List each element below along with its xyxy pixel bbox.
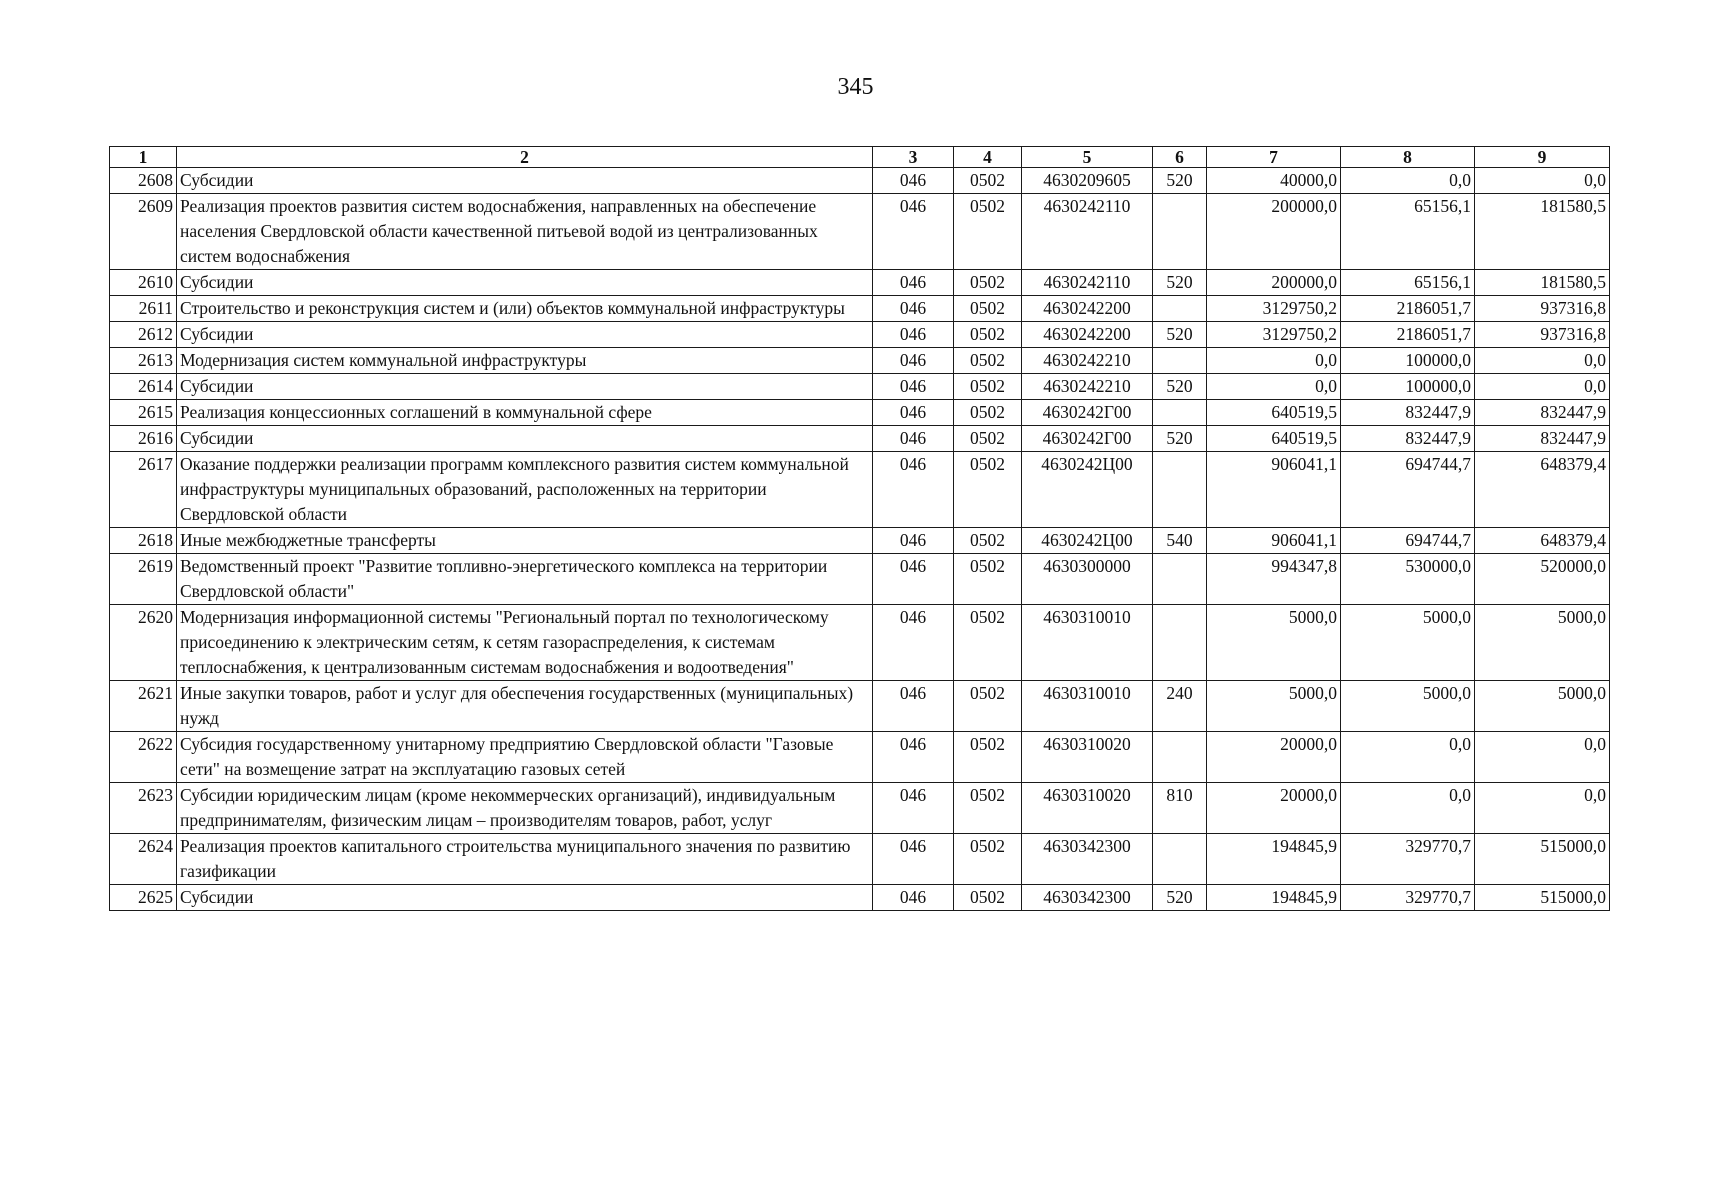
amount-col7: 3129750,2: [1207, 296, 1341, 322]
column-header: 4: [954, 147, 1022, 168]
code-section: 0502: [954, 374, 1022, 400]
item-name: Ведомственный проект "Развитие топливно-энергетического комплекса на территории Свердловской области": [177, 554, 873, 605]
code-section: 0502: [954, 400, 1022, 426]
row-number: 2614: [110, 374, 177, 400]
row-number: 2613: [110, 348, 177, 374]
amount-col9: 0,0: [1475, 168, 1610, 194]
row-number: 2623: [110, 783, 177, 834]
amount-col9: 0,0: [1475, 374, 1610, 400]
code-target: 4630242210: [1022, 374, 1153, 400]
code-section: 0502: [954, 783, 1022, 834]
page-number: 345: [837, 74, 874, 100]
code-expense-type: [1153, 732, 1207, 783]
item-name: Субсидия государственному унитарному предприятию Свердловской области "Газовые сети" на возмещение затрат на эксплуатацию газовых сетей: [177, 732, 873, 783]
amount-col7: 0,0: [1207, 348, 1341, 374]
table-row: [110, 296, 1610, 322]
table-row: [110, 348, 1610, 374]
table-row: [110, 400, 1610, 426]
amount-col9: 832447,9: [1475, 400, 1610, 426]
code-target: 4630242Ц00: [1022, 528, 1153, 554]
code-section: 0502: [954, 348, 1022, 374]
amount-col8: 694744,7: [1341, 452, 1475, 528]
item-name: Субсидии: [177, 374, 873, 400]
code-ministry: 046: [873, 681, 954, 732]
table-row: [110, 322, 1610, 348]
item-name: Субсидии: [177, 270, 873, 296]
amount-col8: 329770,7: [1341, 834, 1475, 885]
code-expense-type: 240: [1153, 681, 1207, 732]
code-target: 4630242200: [1022, 322, 1153, 348]
code-expense-type: [1153, 452, 1207, 528]
amount-col8: 832447,9: [1341, 400, 1475, 426]
code-ministry: 046: [873, 834, 954, 885]
amount-col8: 65156,1: [1341, 194, 1475, 270]
code-section: 0502: [954, 270, 1022, 296]
item-name: Реализация концессионных соглашений в коммунальной сфере: [177, 400, 873, 426]
amount-col9: 5000,0: [1475, 605, 1610, 681]
column-header: 7: [1207, 147, 1341, 168]
amount-col7: 194845,9: [1207, 885, 1341, 911]
amount-col8: 5000,0: [1341, 605, 1475, 681]
table-body: [110, 168, 1610, 911]
table-row: [110, 194, 1610, 270]
code-target: 4630242Г00: [1022, 426, 1153, 452]
amount-col7: 5000,0: [1207, 605, 1341, 681]
table-row: [110, 834, 1610, 885]
code-ministry: 046: [873, 426, 954, 452]
code-ministry: 046: [873, 783, 954, 834]
amount-col9: 520000,0: [1475, 554, 1610, 605]
item-name: Субсидии: [177, 885, 873, 911]
table-row: [110, 528, 1610, 554]
amount-col8: 65156,1: [1341, 270, 1475, 296]
code-section: 0502: [954, 194, 1022, 270]
amount-col7: 200000,0: [1207, 270, 1341, 296]
amount-col7: 194845,9: [1207, 834, 1341, 885]
column-header: 8: [1341, 147, 1475, 168]
row-number: 2608: [110, 168, 177, 194]
amount-col8: 0,0: [1341, 168, 1475, 194]
column-header: 1: [110, 147, 177, 168]
row-number: 2620: [110, 605, 177, 681]
code-ministry: 046: [873, 554, 954, 605]
amount-col9: 515000,0: [1475, 885, 1610, 911]
amount-col7: 640519,5: [1207, 400, 1341, 426]
amount-col9: 515000,0: [1475, 834, 1610, 885]
code-target: 4630300000: [1022, 554, 1153, 605]
amount-col8: 2186051,7: [1341, 322, 1475, 348]
amount-col9: 937316,8: [1475, 296, 1610, 322]
code-section: 0502: [954, 834, 1022, 885]
code-section: 0502: [954, 322, 1022, 348]
item-name: Субсидии: [177, 322, 873, 348]
code-target: 4630242Г00: [1022, 400, 1153, 426]
code-expense-type: 520: [1153, 322, 1207, 348]
item-name: Модернизация систем коммунальной инфраструктуры: [177, 348, 873, 374]
item-name: Строительство и реконструкция систем и (или) объектов коммунальной инфраструктуры: [177, 296, 873, 322]
amount-col8: 5000,0: [1341, 681, 1475, 732]
code-expense-type: [1153, 834, 1207, 885]
code-ministry: 046: [873, 322, 954, 348]
amount-col7: 994347,8: [1207, 554, 1341, 605]
code-target: 4630242200: [1022, 296, 1153, 322]
code-ministry: 046: [873, 270, 954, 296]
amount-col7: 20000,0: [1207, 783, 1341, 834]
code-target: 4630242110: [1022, 194, 1153, 270]
code-section: 0502: [954, 168, 1022, 194]
table-row: [110, 554, 1610, 605]
header-row: [110, 147, 1610, 168]
amount-col7: 906041,1: [1207, 452, 1341, 528]
item-name: Субсидии: [177, 168, 873, 194]
amount-col9: 937316,8: [1475, 322, 1610, 348]
code-target: 4630242Ц00: [1022, 452, 1153, 528]
table-row: [110, 605, 1610, 681]
row-number: 2616: [110, 426, 177, 452]
code-target: 4630242210: [1022, 348, 1153, 374]
amount-col8: 100000,0: [1341, 374, 1475, 400]
table-row: [110, 168, 1610, 194]
code-expense-type: [1153, 400, 1207, 426]
amount-col9: 0,0: [1475, 732, 1610, 783]
amount-col7: 200000,0: [1207, 194, 1341, 270]
table-row: [110, 885, 1610, 911]
row-number: 2625: [110, 885, 177, 911]
code-section: 0502: [954, 452, 1022, 528]
code-ministry: 046: [873, 348, 954, 374]
amount-col9: 648379,4: [1475, 528, 1610, 554]
code-expense-type: [1153, 296, 1207, 322]
code-expense-type: [1153, 348, 1207, 374]
code-target: 4630310010: [1022, 605, 1153, 681]
amount-col7: 640519,5: [1207, 426, 1341, 452]
code-ministry: 046: [873, 732, 954, 783]
code-target: 4630310020: [1022, 732, 1153, 783]
column-header: 2: [177, 147, 873, 168]
code-section: 0502: [954, 528, 1022, 554]
amount-col9: 181580,5: [1475, 194, 1610, 270]
amount-col8: 832447,9: [1341, 426, 1475, 452]
code-expense-type: 520: [1153, 374, 1207, 400]
amount-col8: 329770,7: [1341, 885, 1475, 911]
code-target: 4630310020: [1022, 783, 1153, 834]
budget-table: [109, 146, 1610, 911]
row-number: 2612: [110, 322, 177, 348]
item-name: Иные закупки товаров, работ и услуг для обеспечения государственных (муниципальных) нужд: [177, 681, 873, 732]
amount-col7: 0,0: [1207, 374, 1341, 400]
row-number: 2619: [110, 554, 177, 605]
table-row: [110, 426, 1610, 452]
amount-col7: 5000,0: [1207, 681, 1341, 732]
code-expense-type: 540: [1153, 528, 1207, 554]
code-section: 0502: [954, 554, 1022, 605]
table-row: [110, 783, 1610, 834]
table-row: [110, 452, 1610, 528]
amount-col8: 694744,7: [1341, 528, 1475, 554]
code-ministry: 046: [873, 885, 954, 911]
row-number: 2617: [110, 452, 177, 528]
code-section: 0502: [954, 681, 1022, 732]
code-expense-type: 520: [1153, 426, 1207, 452]
table-row: [110, 681, 1610, 732]
amount-col8: 100000,0: [1341, 348, 1475, 374]
code-expense-type: [1153, 194, 1207, 270]
row-number: 2615: [110, 400, 177, 426]
code-section: 0502: [954, 732, 1022, 783]
table-row: [110, 732, 1610, 783]
code-target: 4630310010: [1022, 681, 1153, 732]
amount-col8: 0,0: [1341, 732, 1475, 783]
table-row: [110, 270, 1610, 296]
column-header: 9: [1475, 147, 1610, 168]
amount-col7: 3129750,2: [1207, 322, 1341, 348]
column-header: 5: [1022, 147, 1153, 168]
code-section: 0502: [954, 605, 1022, 681]
item-name: Реализация проектов капитального строительства муниципального значения по развитию газификации: [177, 834, 873, 885]
amount-col9: 5000,0: [1475, 681, 1610, 732]
code-ministry: 046: [873, 168, 954, 194]
code-ministry: 046: [873, 528, 954, 554]
code-section: 0502: [954, 426, 1022, 452]
code-section: 0502: [954, 885, 1022, 911]
row-number: 2618: [110, 528, 177, 554]
code-expense-type: [1153, 554, 1207, 605]
amount-col9: 0,0: [1475, 783, 1610, 834]
code-expense-type: 520: [1153, 270, 1207, 296]
amount-col8: 2186051,7: [1341, 296, 1475, 322]
item-name: Оказание поддержки реализации программ комплексного развития систем коммунальной инфраструктуры муниципальных образований, расположенных на территории Свердловской области: [177, 452, 873, 528]
code-section: 0502: [954, 296, 1022, 322]
amount-col9: 648379,4: [1475, 452, 1610, 528]
row-number: 2622: [110, 732, 177, 783]
code-ministry: 046: [873, 400, 954, 426]
code-target: 4630342300: [1022, 885, 1153, 911]
item-name: Модернизация информационной системы "Региональный портал по технологическому присоединению к электрическим сетям, к сетям газораспределения, к системам теплоснабжения, к централизованным системам водоснабжения и водоотведения": [177, 605, 873, 681]
amount-col9: 0,0: [1475, 348, 1610, 374]
code-expense-type: 810: [1153, 783, 1207, 834]
amount-col7: 906041,1: [1207, 528, 1341, 554]
code-target: 4630242110: [1022, 270, 1153, 296]
code-expense-type: [1153, 605, 1207, 681]
row-number: 2610: [110, 270, 177, 296]
code-expense-type: 520: [1153, 885, 1207, 911]
item-name: Субсидии юридическим лицам (кроме некоммерческих организаций), индивидуальным предпринимателям, физическим лицам – производителям товаров, работ, услуг: [177, 783, 873, 834]
code-expense-type: 520: [1153, 168, 1207, 194]
code-target: 4630209605: [1022, 168, 1153, 194]
item-name: Субсидии: [177, 426, 873, 452]
amount-col8: 530000,0: [1341, 554, 1475, 605]
code-ministry: 046: [873, 605, 954, 681]
item-name: Реализация проектов развития систем водоснабжения, направленных на обеспечение населения Свердловской области качественной питьевой водой из централизованных систем водоснабжения: [177, 194, 873, 270]
amount-col9: 181580,5: [1475, 270, 1610, 296]
amount-col7: 20000,0: [1207, 732, 1341, 783]
amount-col8: 0,0: [1341, 783, 1475, 834]
code-ministry: 046: [873, 296, 954, 322]
amount-col7: 40000,0: [1207, 168, 1341, 194]
row-number: 2624: [110, 834, 177, 885]
row-number: 2611: [110, 296, 177, 322]
row-number: 2609: [110, 194, 177, 270]
table-row: [110, 374, 1610, 400]
row-number: 2621: [110, 681, 177, 732]
code-ministry: 046: [873, 194, 954, 270]
code-ministry: 046: [873, 452, 954, 528]
column-header: 3: [873, 147, 954, 168]
code-ministry: 046: [873, 374, 954, 400]
code-target: 4630342300: [1022, 834, 1153, 885]
amount-col9: 832447,9: [1475, 426, 1610, 452]
column-header: 6: [1153, 147, 1207, 168]
item-name: Иные межбюджетные трансферты: [177, 528, 873, 554]
